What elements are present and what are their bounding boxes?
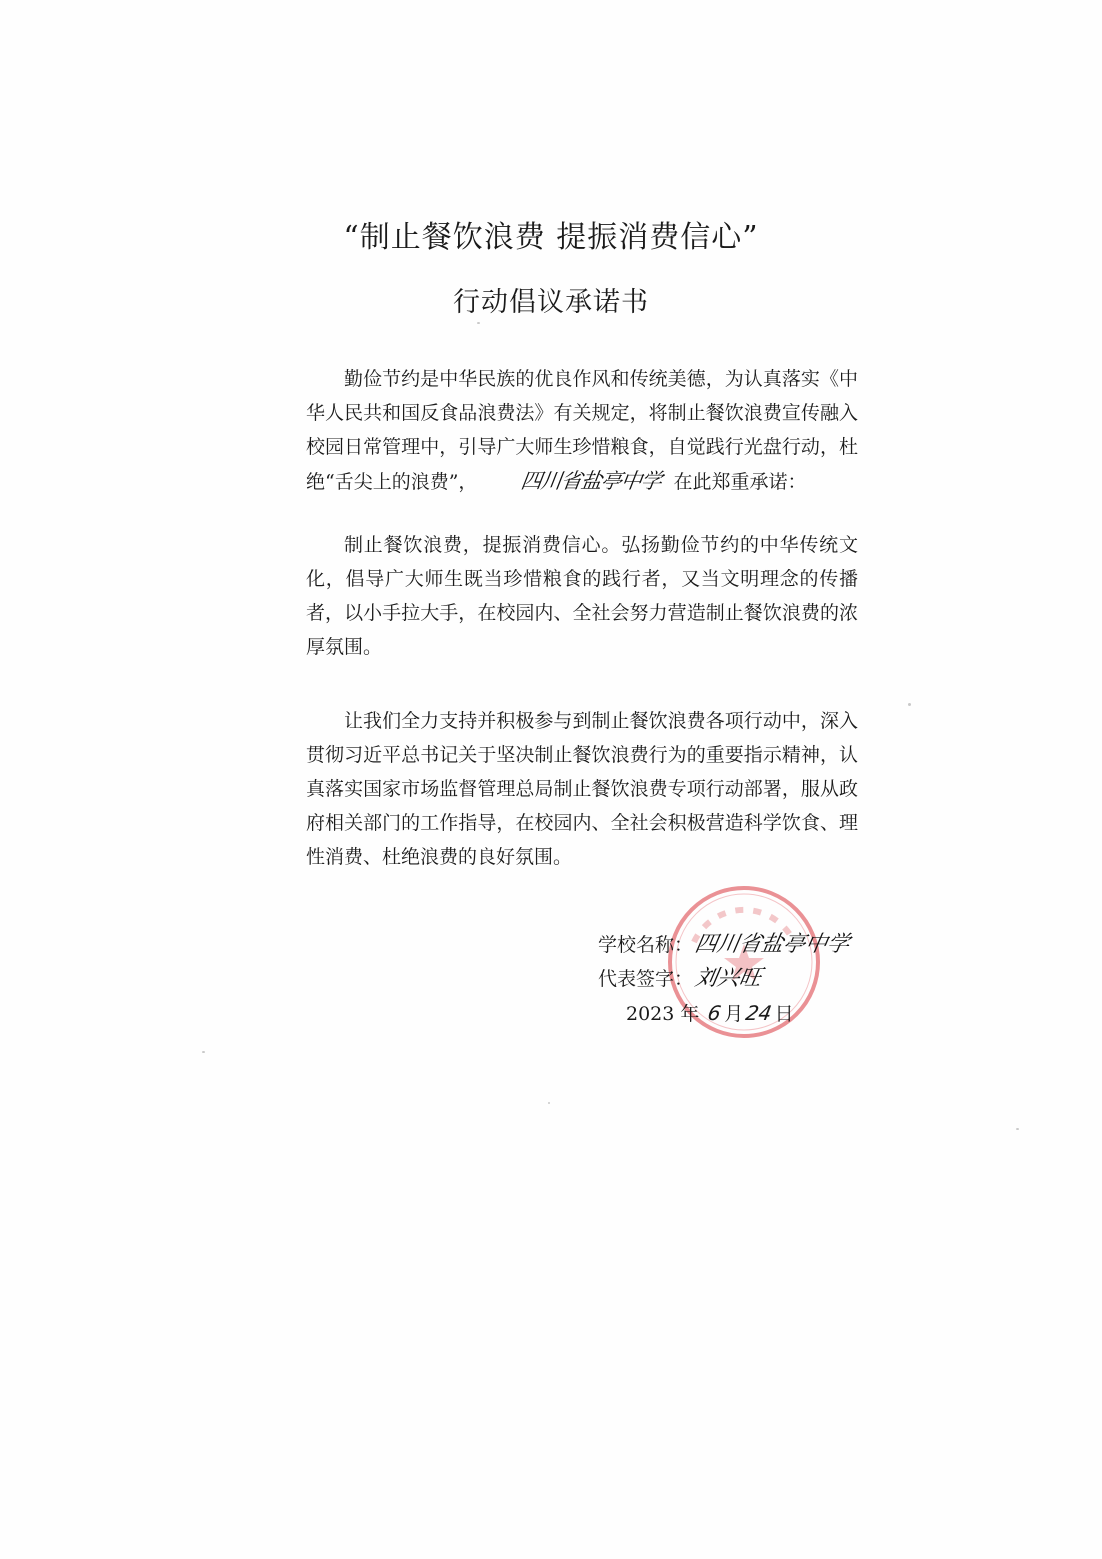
scan-speck bbox=[1016, 1128, 1019, 1130]
paragraph-1-text-before: 勤俭节约是中华民族的优良作风和传统美德，为认真落实《中华人民共和国反食品浪费法》有关规定，将制止餐饮浪费宣传融入校园日常管理中，引导广大师生珍惜粮食，自觉践行光盘行动，杜绝“舌尖上的浪费”， bbox=[306, 368, 858, 493]
scan-speck bbox=[548, 1102, 550, 1104]
date-year: 2023 bbox=[626, 1003, 675, 1025]
school-name-signature: 四川省盐亭中学 bbox=[692, 932, 852, 957]
date-year-suffix: 年 bbox=[680, 1003, 700, 1025]
paragraph-1-text-after: 在此郑重承诺： bbox=[667, 471, 807, 493]
date-row bbox=[598, 996, 849, 1030]
paragraph-3: 让我们全力支持并积极参与到制止餐饮浪费各项行动中，深入贯彻习近平总书记关于坚决制止餐饮浪费行为的重要指示精神，认真落实国家市场监督管理总局制止餐饮浪费专项行动部署，服从政府相关部门的工作指导，在校园内、全社会积极营造科学饮食、理性消费、杜绝浪费的良好氛围。 bbox=[306, 710, 858, 868]
representative-label: 代表签字： bbox=[598, 968, 694, 990]
school-name-label: 学校名称： bbox=[598, 934, 694, 956]
representative-signature: 刘兴旺 bbox=[692, 966, 764, 991]
date-month-suffix: 月 bbox=[724, 1003, 744, 1025]
title-line-2: 行动倡议承诺书 bbox=[453, 287, 649, 318]
scan-speck bbox=[908, 703, 911, 706]
scan-speck bbox=[477, 322, 480, 324]
paragraph-2: 制止餐饮浪费，提振消费信心。弘扬勤俭节约的中华传统文化，倡导广大师生既当珍惜粮食的践行者，又当文明理念的传播者，以小手拉大手，在校园内、全社会努力营造制止餐饮浪费的浓厚氛围。 bbox=[306, 534, 858, 658]
school-name-row bbox=[598, 928, 852, 962]
date-day: 24 bbox=[744, 1001, 774, 1025]
date-day-suffix: 日 bbox=[774, 1003, 794, 1025]
title-line-1: “制止餐饮浪费 提振消费信心” bbox=[343, 220, 759, 255]
paragraph-1 bbox=[306, 362, 858, 499]
handwritten-school-name: 四川省盐亭中学 bbox=[519, 469, 664, 493]
scan-speck bbox=[202, 1051, 205, 1053]
date-month: 6 bbox=[706, 1001, 724, 1025]
representative-row bbox=[598, 962, 849, 996]
signature-block bbox=[598, 928, 852, 1030]
